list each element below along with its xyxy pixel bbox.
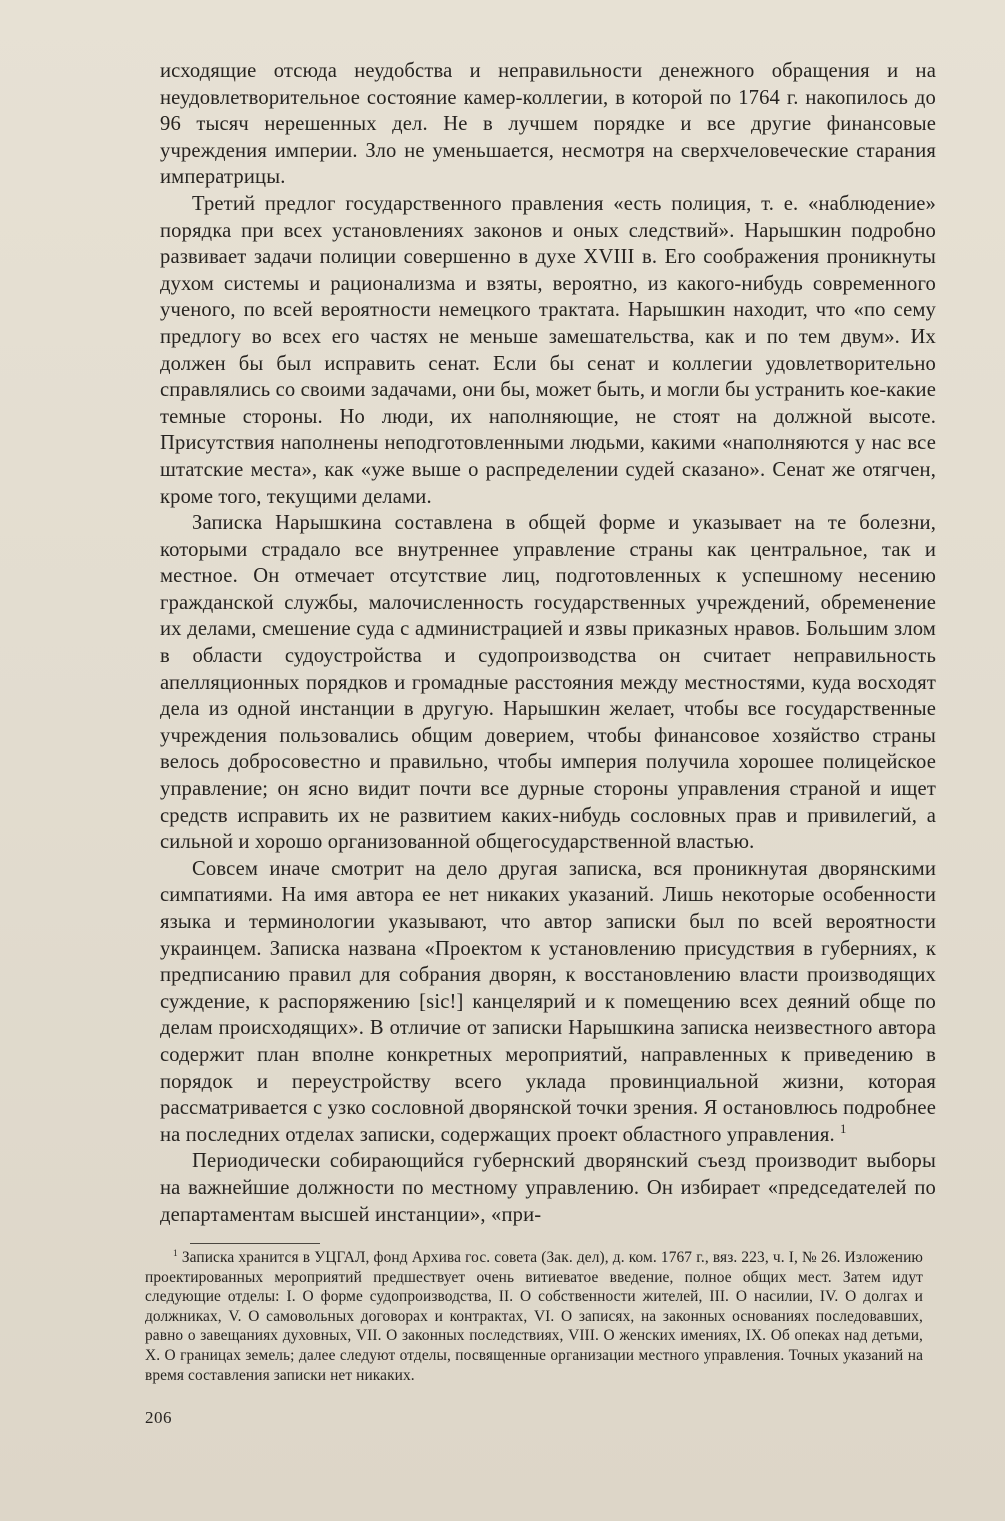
paragraph-congress: Периодически собирающийся губернский дворянский съезд производит выборы на важнейшие должности по местному управлению. Он избирает «председателей по департаментам высшей инстанции», «при- xyxy=(160,1150,936,1226)
footnote-reference: 1 xyxy=(840,1121,847,1136)
footnote-1 xyxy=(145,1248,923,1385)
paragraph-continuation: исходящие отсюда неудобства и неправильности денежного обращения и на неудовлетворительное состояние камер-коллегии, в которой по 1764 г. накопилось до 96 тысяч нерешенных дел. Не в лучшем порядке и все другие финансовые учреждения империи. Зло не уменьшается, несмотря на сверхчеловеческие старания императрицы. xyxy=(160,60,936,189)
paragraph-naryshkin-summary: Записка Нарышкина составлена в общей форме и указывает на те болезни, которыми страдало все внутреннее управление страны как центральное, так и местное. Он отмечает отсутствие лиц, подготовленных к успешному несению гражданской службы, малочисленность государственных учреждений, обременение их делами, смешение суда с администрацией и язвы приказных нравов. Большим злом в области судоустройства и судопроизводства он считает неправильность апелляционных порядков и громадные расстояния между местностями, куда восходят дела из одной инстанции в другую. Нарышкин желает, чтобы все государственные учреждения пользовались общим доверием, чтобы финансовое хозяйство страны велось добросовестно и правильно, чтобы империя получила хорошее полицейское управление; он ясно видит почти все дурные стороны управления страной и ищет средств исправить их не развитием каких-нибудь сословных прав и привилегий, а сильной и хорошо организованной общегосударственной властью. xyxy=(160,512,936,854)
main-text xyxy=(160,58,936,1228)
page-number: 206 xyxy=(145,1408,172,1427)
paragraph-police: Третий предлог государственного правления «есть полиция, т. е. «наблюдение» порядка при всех установлениях законов и оных следствий». Нарышкин подробно развивает задачи полиции совершенно в духе XVIII в. Его соображения проникнуты духом системы и рационализма и взяты, вероятно, из какого-нибудь современного ученого, по всей вероятности немецкого трактата. Нарышкин находит, что «по сему предлогу во всех его частях не меньше замешательства, как и по тем двум». Их должен бы был исправить сенат. Если бы сенат и коллегии удовлетворительно справлялись со своими задачами, они бы, может быть, и могли бы устранить кое-какие темные стороны. Но люди, их наполняющие, не стоят на должной высоте. Присутствия наполнены неподготовленными людьми, какими «наполняются у нас все штатские места», как «уже выше о распределении судей сказано». Сенат же отягчен, кроме того, текущими делами. xyxy=(160,192,937,508)
paragraph-other-note xyxy=(160,856,936,1149)
footnote-block xyxy=(145,1248,923,1385)
footnote-text: Записка хранится в УЦГАЛ, фонд Архива гос. совета (Зак. дел), д. ком. 1767 г., вяз. 223, ч. I, № 26. Изложению проектированных мероприятий предшествует очень витиеватое введение, полное общих мест. Затем идут следующие отделы: I. О форме судопроизводства, II. О собственности жителей, III. О насилии, IV. О долгах и должниках, V. О самовольных договорах и контрактах, VI. О записях, на законных основаниях последовавших, равно о завещаниях духовных, VII. О законных последствиях, VIII. О женских имениях, IX. Об опеках над детьми, X. О границах земель; далее следуют отделы, посвященные организации местного управления. Точных указаний на время составления записки нет никаких. xyxy=(145,1249,923,1384)
paragraph-other-note-text: Совсем иначе смотрит на дело другая записка, вся проникнутая дворянскими симпатиями. На имя автора ее нет никаких указаний. Лишь некоторые особенности языка и терминологии указывают, что автор записки был по всей вероятности украинцем. Записка названа «Проектом к установлению присудствия в губерниях, к предписанию правил для собрания дворян, к восстановлению власти производящих суждение, к распоряжению [sic!] канцелярий и к помещению всех деяний обще по делам происходящих». В отличие от записки Нарышкина записка неизвестного автора содержит план вполне конкретных мероприятий, направленных к приведению в порядок и переустройству всего уклада провинциальной жизни, которая рассматривается с узко сословной дворянской точки зрения. Я остановлюсь подробнее на последних отделах записки, содержащих проект областного управления. xyxy=(160,857,936,1146)
footnote-marker: 1 xyxy=(173,1247,178,1258)
footnote-divider xyxy=(190,1243,320,1244)
